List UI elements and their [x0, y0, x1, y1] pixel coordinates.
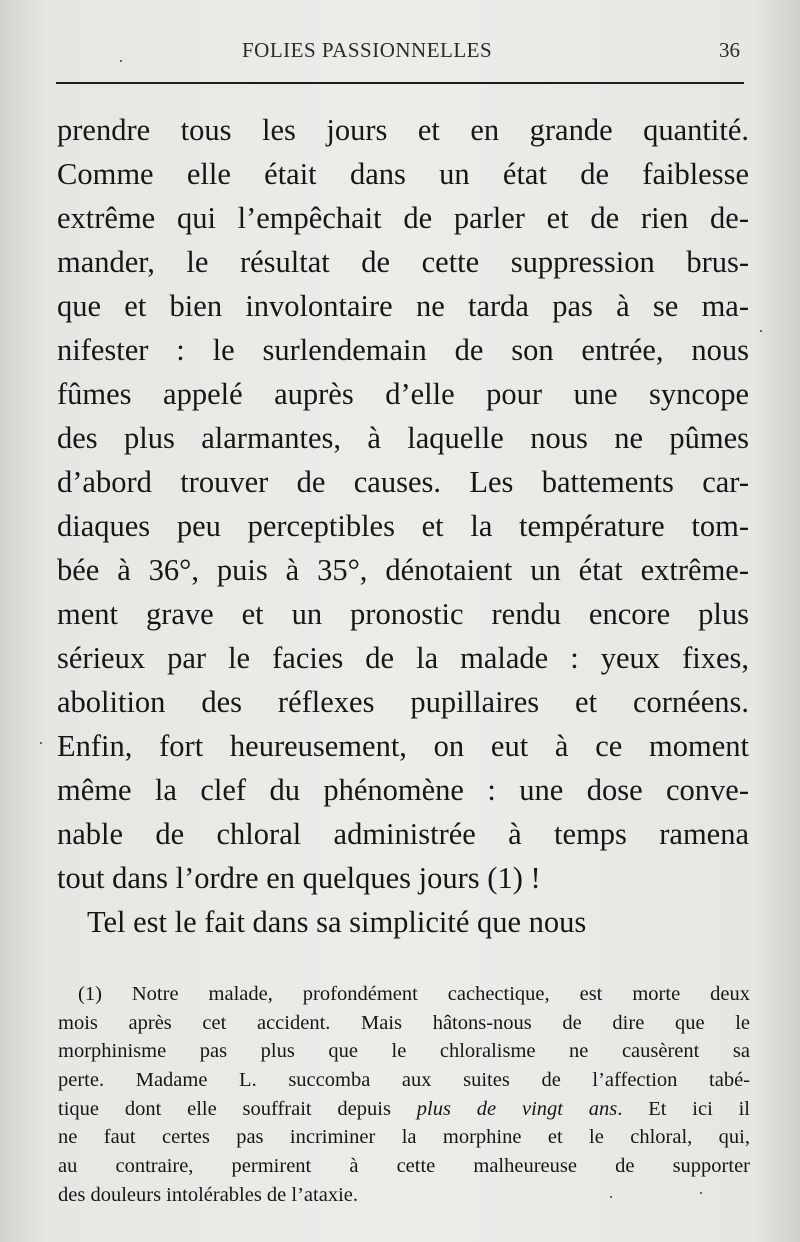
body-line: tout dans l’ordre en quelques jours (1) !: [57, 861, 541, 895]
paper-speck: [760, 330, 762, 332]
body-line: diaques peu perceptibles et la température tom-: [57, 509, 749, 543]
body-line: fûmes appelé auprès d’elle pour une syncope: [57, 377, 749, 411]
footnote-line: mois après cet accident. Mais hâtons-nous de dire que le: [58, 1011, 750, 1034]
footnote-line: [58, 1095, 750, 1124]
running-title: FOLIES PASSIONNELLES: [242, 38, 493, 62]
paper-speck: [610, 1196, 612, 1198]
body-line: nable de chloral administrée à temps ramena: [57, 817, 749, 851]
body-line: ment grave et un pronostic rendu encore plus: [57, 597, 749, 631]
footnote-line: ne faut certes pas incriminer la morphine et le chloral, qui,: [58, 1126, 750, 1149]
body-line: que et bien involontaire ne tarda pas à se ma-: [57, 289, 749, 323]
footnote-line: morphinisme pas plus que le chloralisme ne causèrent sa: [58, 1040, 750, 1063]
footnote-emphasis: plus de vingt ans: [416, 1097, 618, 1120]
paragraph-start-line: Tel est le fait dans sa simplicité que nous: [87, 905, 587, 939]
footnote-line: perte. Madame L. succomba aux suites de l’affection tabé-: [58, 1069, 750, 1092]
footnote-line: des douleurs intolérables de l’ataxie.: [58, 1183, 358, 1206]
body-line: même la clef du phénomène : une dose conve-: [57, 773, 749, 807]
body-line: bée à 36°, puis à 35°, dénotaient un état extrême-: [57, 553, 749, 587]
body-line: extrême qui l’empêchait de parler et de rien de-: [57, 201, 749, 235]
body-line: sérieux par le facies de la malade : yeux fixes,: [57, 641, 749, 675]
paper-speck: [40, 742, 42, 744]
body-line: Comme elle était dans un état de faiblesse: [57, 157, 749, 191]
header-rule: [56, 82, 744, 84]
body-text: [57, 108, 749, 944]
page-number: 36: [719, 38, 740, 62]
body-line: Enfin, fort heureusement, on eut à ce moment: [57, 729, 749, 763]
running-head: [56, 38, 740, 68]
footnote-line: (1) Notre malade, profondément cachectique, est morte deux: [78, 983, 750, 1005]
footnote-text: . Et ici il: [617, 1097, 750, 1120]
paper-speck: [700, 1192, 702, 1194]
footnote-text: tique dont elle souffrait depuis: [58, 1097, 417, 1120]
paper-speck: [120, 60, 122, 62]
body-line: abolition des réflexes pupillaires et cornéens.: [57, 685, 749, 719]
body-line: des plus alarmantes, à laquelle nous ne pûmes: [57, 421, 749, 455]
footnote: [58, 980, 750, 1210]
body-line: nifester : le surlendemain de son entrée, nous: [57, 333, 749, 367]
body-line: d’abord trouver de causes. Les battements car-: [57, 465, 749, 499]
footnote-line: au contraire, permirent à cette malheureuse de supporter: [58, 1155, 750, 1178]
body-line: prendre tous les jours et en grande quantité.: [57, 113, 749, 147]
body-line: mander, le résultat de cette suppression brus-: [57, 245, 749, 279]
